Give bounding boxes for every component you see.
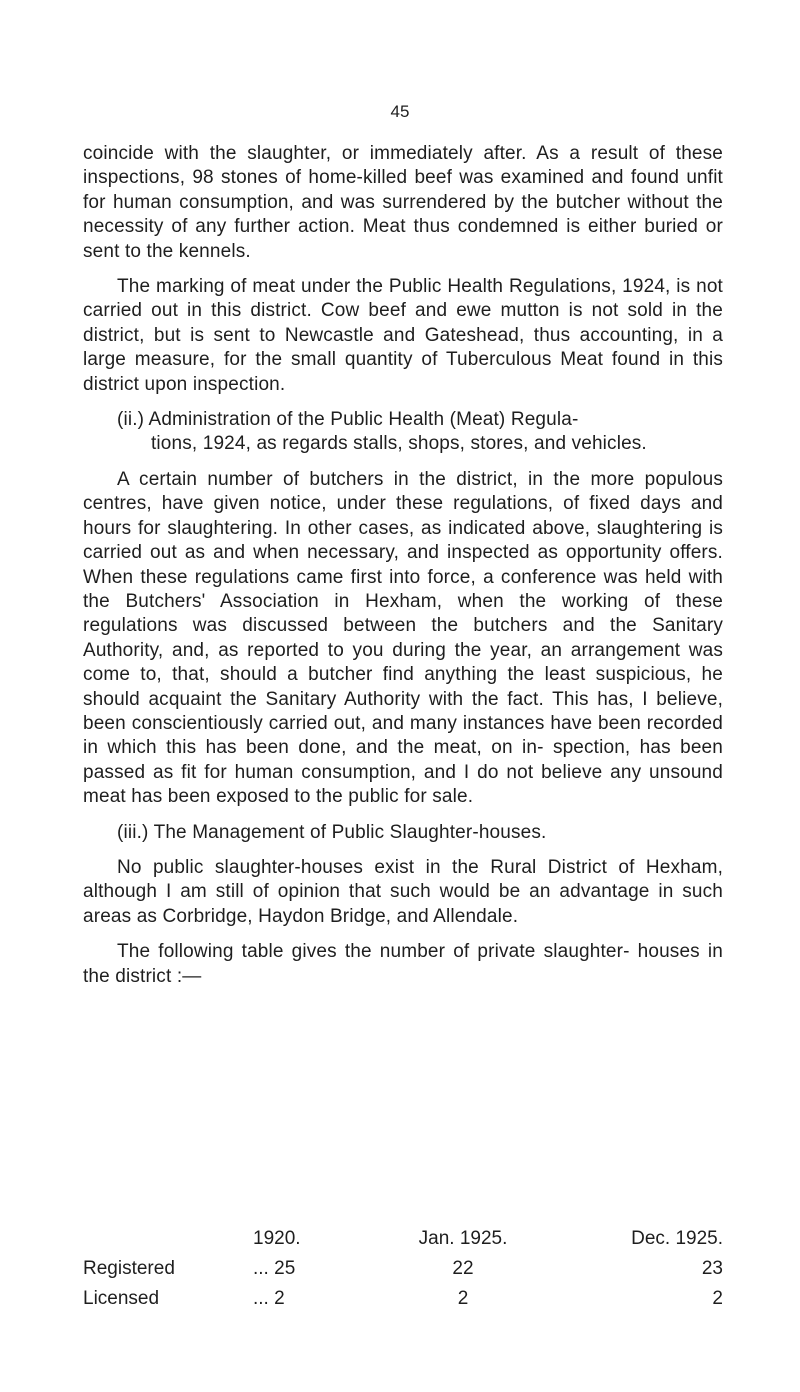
table-header-jan-1925: Jan. 1925. xyxy=(418,1227,508,1249)
table-leader-dots: ... xyxy=(253,1287,269,1309)
table-header-blank xyxy=(83,1221,253,1251)
paragraph-meat-inspection: coincide with the slaughter, or immediately after. As a result of these inspections, 98 stones of home-killed beef was examined and found unfit for human consumption, and was surrendered by the butcher without the necessity of any further action. Meat thus condemned is either buried or sent to the kennels. xyxy=(83,143,723,262)
paragraph-butchers: A certain number of butchers in the district, in the more populous centres, have given notice, under these regulations, of fixed days and hours for slaughtering. In other cases, as indicated above, slaughtering is carried out as and when necessary, and inspected as opportunity offers. When these regulations came first into force, a conference was held with the Butchers' Association in Hexham, when the working of these regulations was discussed between the butchers and the Sanitary Authority, and, as reported to you during the year, an arrangement was come to, that, should a butcher find anything the least suspicious, he should acquaint the Sanitary Authority with the fact. This has, I believe, been conscientiously carried out, and many instances have been recorded in which this has been done, and the meat, on in- spection, has been passed as fit for human consumption, and I do not believe any unsound meat has been exposed to the public for sale. xyxy=(83,468,723,808)
section-heading-ii-line1: (ii.) Administration of the Public Health (Meat) Regula- xyxy=(117,409,579,431)
table-cell-1920 xyxy=(253,1281,363,1311)
paragraph-meat-marking: The marking of meat under the Public Health Regulations, 1924, is not carried out in this district. Cow beef and ewe mutton is not sold in the district, but is sent to Newcastle and Gateshead, thus accounting, in a large measure, for the small quantity of Tuberculous Meat found in this district upon inspection. xyxy=(83,276,723,395)
paragraph-table-intro: The following table gives the number of private slaughter- houses in the district :— xyxy=(83,941,723,987)
table-cell-1920 xyxy=(253,1251,363,1281)
table-header-row xyxy=(83,1221,723,1251)
paragraph-public-slaughterhouses: No public slaughter-houses exist in the Rural District of Hexham, although I am still of opinion that such would be an advantage in such areas as Corbridge, Haydon Bridge, and Allendale. xyxy=(83,856,723,927)
document-body xyxy=(83,142,723,1000)
table-cell-dec-1925: 23 xyxy=(701,1257,723,1279)
table-cell-dec-1925: 2 xyxy=(712,1287,723,1309)
section-heading-ii xyxy=(83,408,723,457)
table-leader-dots: ... xyxy=(253,1257,269,1279)
table-row xyxy=(83,1281,723,1311)
table-header-1920: 1920. xyxy=(253,1227,301,1249)
table-cell-jan-1925: 22 xyxy=(452,1257,474,1279)
section-heading-iii: (iii.) The Management of Public Slaughter-houses. xyxy=(117,821,547,843)
table-value-1920: 2 xyxy=(274,1287,285,1309)
table-row-label: Licensed xyxy=(83,1287,160,1309)
table-row-label: Registered xyxy=(83,1257,175,1279)
table-value-1920: 25 xyxy=(274,1257,296,1279)
table-header-dec-1925: Dec. 1925. xyxy=(631,1227,723,1249)
section-heading-ii-line2: tions, 1924, as regards stalls, shops, stores, and vehicles. xyxy=(151,433,647,455)
page-number: 45 xyxy=(390,102,410,121)
slaughterhouse-table xyxy=(83,1221,723,1311)
table-row xyxy=(83,1251,723,1281)
table-cell-jan-1925: 2 xyxy=(457,1287,469,1309)
